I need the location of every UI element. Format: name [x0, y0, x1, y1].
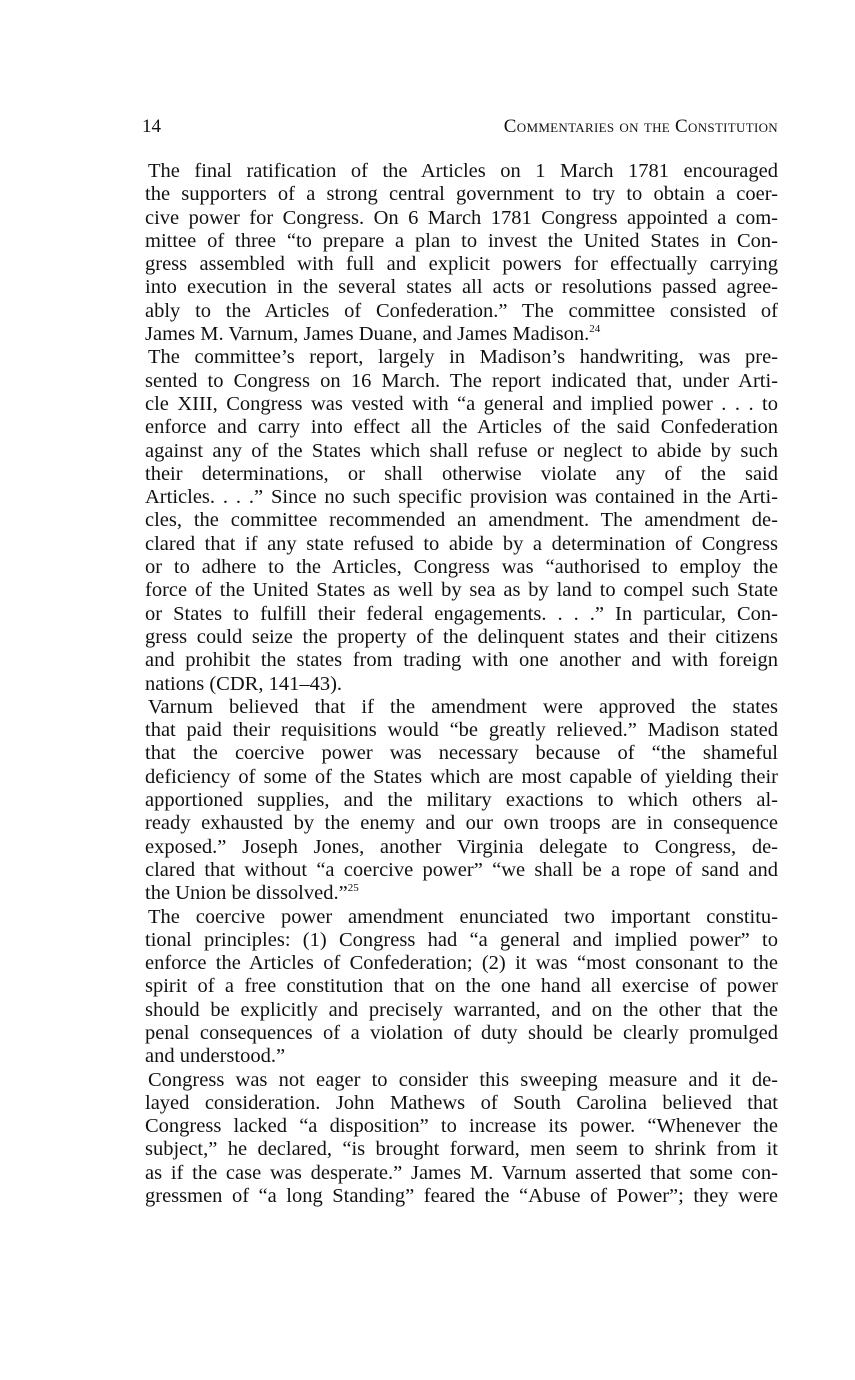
line-text: enforce the Articles of Confederation; (2) it was “most consonant to the	[145, 952, 778, 975]
line-text: gressmen of “a long Standing” feared the “Abuse of Power”; they were	[145, 1185, 778, 1208]
line-text: exposed.” Joseph Jones, another Virginia delegate to Congress, de-	[145, 835, 778, 858]
text-line	[142, 649, 778, 672]
text-line	[142, 952, 778, 975]
line-text: tional principles: (1) Congress had “a general and implied power” to	[145, 928, 778, 951]
text-line	[142, 300, 778, 323]
text-line	[142, 207, 778, 230]
line-text: Varnum believed that if the amendment were approved the states	[148, 695, 778, 718]
text-line	[142, 556, 778, 579]
line-text: force of the United States as well by sea as by land to compel such State	[145, 579, 778, 602]
line-text: The committee’s report, largely in Madison’s handwriting, was pre-	[148, 346, 778, 369]
line-text: The final ratification of the Articles on 1 March 1781 encouraged	[148, 160, 778, 182]
text-line	[142, 673, 778, 696]
text-line	[142, 1022, 778, 1045]
text-line	[142, 1045, 778, 1068]
line-text: as if the case was desperate.” James M. Varnum asserted that some con-	[145, 1161, 778, 1184]
text-line	[142, 603, 778, 626]
text-line	[142, 975, 778, 998]
text-line	[142, 1162, 778, 1185]
line-text: gress could seize the property of the delinquent states and their citizens	[145, 625, 778, 648]
line-text: against any of the States which shall refuse or neglect to abide by such	[145, 439, 778, 462]
text-line	[142, 440, 778, 463]
line-text: cle XIII, Congress was vested with “a general and implied power . . . to	[145, 392, 778, 415]
line-text: clared that without “a coercive power” “we shall be a rope of sand and	[145, 858, 778, 881]
paragraph	[142, 696, 778, 906]
text-line	[142, 579, 778, 602]
text-line	[142, 1138, 778, 1161]
line-text: or to adhere to the Articles, Congress was “authorised to employ the	[145, 556, 778, 579]
text-line	[142, 719, 778, 742]
line-text: cive power for Congress. On 6 March 1781 Congress appointed a com-	[145, 206, 778, 229]
text-line	[142, 626, 778, 649]
text-line	[142, 370, 778, 393]
page-number: 14	[142, 116, 161, 137]
text-line	[142, 393, 778, 416]
line-text: Congress was not eager to consider this sweeping measure and it de-	[148, 1068, 778, 1091]
line-text: ready exhausted by the enemy and our own troops are in consequence	[145, 812, 778, 835]
line-text: deficiency of some of the States which are most capable of yielding their	[145, 765, 778, 788]
line-text: gress assembled with full and explicit powers for effectually carrying	[145, 253, 778, 276]
text-line	[142, 812, 778, 835]
text-line	[142, 742, 778, 765]
line-text: should be explicitly and precisely warranted, and on the other that the	[145, 998, 778, 1021]
paragraph	[142, 1069, 778, 1209]
text-line	[142, 253, 778, 276]
text-line	[142, 1115, 778, 1138]
text-line	[142, 160, 778, 183]
text-line	[142, 836, 778, 859]
footnote-marker: 25	[347, 882, 359, 895]
footnote-marker: 24	[589, 323, 601, 336]
text-line	[142, 766, 778, 789]
text-line	[142, 486, 778, 509]
line-text: cles, the committee recommended an amendment. The amendment de-	[145, 509, 778, 532]
line-text: ably to the Articles of Confederation.” The committee consisted of	[145, 299, 778, 322]
running-head: Commentaries on the Constitution	[503, 116, 778, 137]
line-text: apportioned supplies, and the military exactions to which others al-	[145, 789, 778, 812]
line-text: or States to fulfill their federal engagements. . . .” In particular, Con-	[145, 602, 778, 625]
line-text: The coercive power amendment enunciated two important constitu-	[148, 905, 778, 928]
line-text: and prohibit the states from trading with one another and with foreign	[145, 649, 778, 672]
page-header	[142, 115, 778, 139]
line-text: Articles. . . .” Since no such specific provision was contained in the Arti-	[145, 486, 778, 509]
text-line	[142, 929, 778, 952]
body-text	[142, 160, 778, 1208]
text-line	[142, 463, 778, 486]
line-text: Congress lacked “a disposition” to increase its power. “Whenever the	[145, 1115, 778, 1138]
line-text: spirit of a free constitution that on the one hand all exercise of power	[145, 975, 778, 998]
text-line	[142, 1185, 778, 1208]
text-line	[142, 789, 778, 812]
text-line	[142, 416, 778, 439]
line-text: into execution in the several states all acts or resolutions passed agree-	[145, 276, 778, 299]
line-text: the supporters of a strong central government to try to obtain a coer-	[145, 183, 778, 206]
text-line	[142, 346, 778, 369]
line-text: their determinations, or shall otherwise violate any of the said	[145, 462, 778, 485]
line-text: subject,” he declared, “is brought forward, men seem to shrink from it	[145, 1138, 778, 1161]
line-text: enforce and carry into effect all the Articles of the said Confederation	[145, 416, 778, 439]
text-line	[142, 323, 778, 346]
line-text: clared that if any state refused to abide by a determination of Congress	[145, 532, 778, 555]
line-text: nations (CDR, 141–43).	[145, 672, 343, 695]
text-line	[142, 509, 778, 532]
text-line	[142, 1069, 778, 1092]
line-text: the Union be dissolved.”	[145, 882, 348, 905]
line-text: that the coercive power was necessary because of “the shameful	[145, 742, 778, 765]
text-line	[142, 230, 778, 253]
text-line	[142, 999, 778, 1022]
text-line	[142, 696, 778, 719]
line-text: that paid their requisitions would “be greatly relieved.” Madison stated	[145, 719, 778, 742]
paragraph	[142, 906, 778, 1069]
line-text: and understood.”	[145, 1045, 286, 1068]
text-line	[142, 906, 778, 929]
line-text: James M. Varnum, James Duane, and James Madison.	[145, 323, 590, 346]
paragraph	[142, 346, 778, 695]
line-text: sented to Congress on 16 March. The report indicated that, under Arti-	[145, 369, 778, 392]
text-line	[142, 183, 778, 206]
line-text: mittee of three “to prepare a plan to invest the United States in Con-	[145, 229, 778, 252]
text-line	[142, 882, 778, 905]
paragraph	[142, 160, 778, 346]
text-line	[142, 859, 778, 882]
text-line	[142, 1092, 778, 1115]
text-line	[142, 276, 778, 299]
text-line	[142, 533, 778, 556]
line-text: penal consequences of a violation of duty should be clearly promulged	[145, 1021, 778, 1044]
line-text: layed consideration. John Mathews of South Carolina believed that	[145, 1091, 778, 1114]
